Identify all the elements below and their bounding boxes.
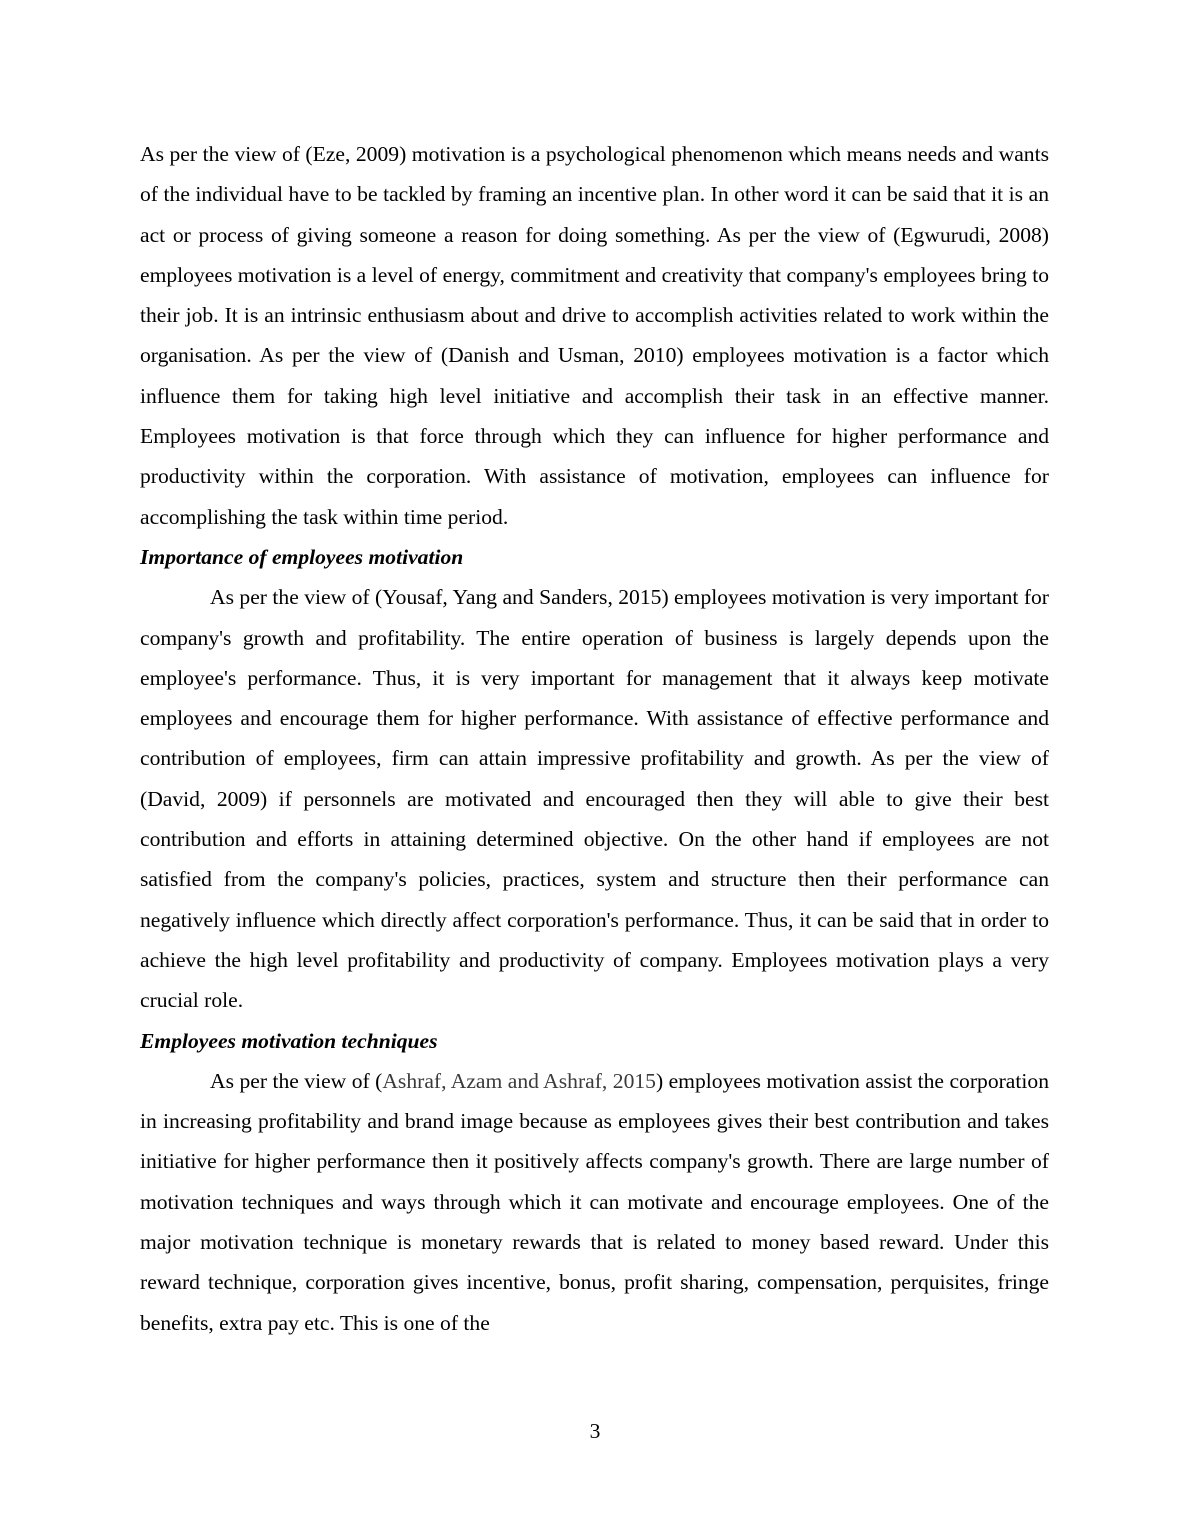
heading-importance-of-motivation: Importance of employees motivation: [140, 544, 464, 569]
paragraph-importance: As per the view of (Yousaf, Yang and Sanders, 2015) employees motivation is very important for company's growth and profitability. The entire operation of business is largely depends upon the employee's performance. Thus, it is very important for management that it always keep motivate employees and encourage them for higher performance. With assistance of effective performance and contribution of employees, firm can attain impressive profitability and growth. As per the view of (David, 2009) if personnels are motivated and encouraged then they will able to give their best contribution and efforts in attaining determined objective. On the other hand if employees are not satisfied from the company's policies, practices, system and structure then their performance can negatively influence which directly affect corporation's performance. Thus, it can be said that in order to achieve the high level profitability and productivity of company. Employees motivation plays a very crucial role.: [140, 585, 1049, 1013]
paragraph-techniques-lead: As per the view of (: [210, 1068, 383, 1093]
paragraph-techniques: [140, 1061, 1049, 1343]
paragraph-techniques-rest: ) employees motivation assist the corporation in increasing profitability and brand image because as employees gives their best contribution and takes initiative for higher performance then it positively affects company's growth. There are large number of motivation techniques and ways through which it can motivate and encourage employees. One of the major motivation technique is monetary rewards that is related to money based reward. Under this reward technique, corporation gives incentive, bonus, profit sharing, compensation, perquisites, fringe benefits, extra pay etc. This is one of the: [140, 1068, 1049, 1335]
paragraph-motivation-definition: As per the view of (Eze, 2009) motivation is a psychological phenomenon which means needs and wants of the individual have to be tackled by framing an incentive plan. In other word it can be said that it is an act or process of giving someone a reason for doing something. As per the view of (Egwurudi, 2008) employees motivation is a level of energy, commitment and creativity that company's employees bring to their job. It is an intrinsic enthusiasm about and drive to accomplish activities related to work within the organisation. As per the view of (Danish and Usman, 2010) employees motivation is a factor which influence them for taking high level initiative and accomplish their task in an effective manner. Employees motivation is that force through which they can influence for higher performance and productivity within the corporation. With assistance of motivation, employees can influence for accomplishing the task within time period.: [140, 142, 1049, 529]
page-body: [140, 134, 1049, 1343]
citation-ashraf: Ashraf, Azam and Ashraf, 2015: [382, 1068, 656, 1093]
page-number: 3: [589, 1419, 601, 1443]
heading-motivation-techniques: Employees motivation techniques: [140, 1028, 438, 1053]
